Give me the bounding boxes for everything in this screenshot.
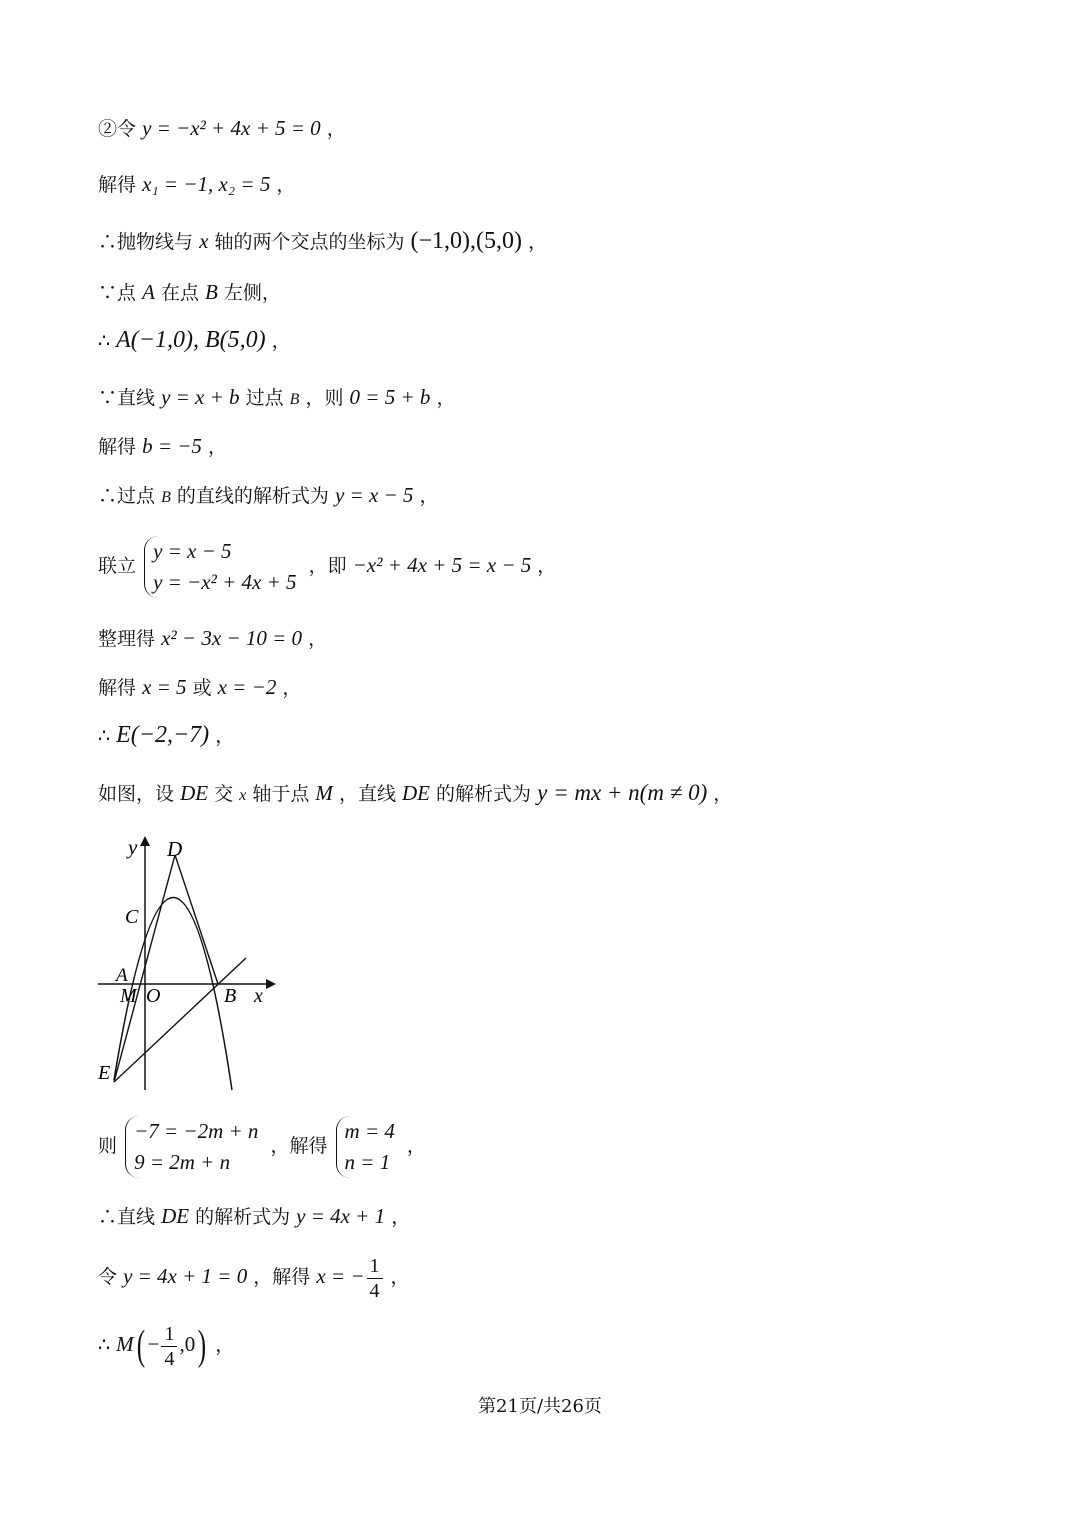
text: 令 xyxy=(98,1266,118,1288)
text: 的直线的解析式为 xyxy=(176,485,329,507)
equation: x = − xyxy=(316,1264,365,1288)
line-8 xyxy=(98,481,439,512)
point-label: B xyxy=(161,489,171,506)
label-A: A xyxy=(116,965,128,986)
equation: y = 4x + 1 = 0 xyxy=(123,1264,248,1288)
text: ∴直线 xyxy=(98,1206,156,1228)
denominator: 4 xyxy=(164,1347,175,1370)
text: ②令 xyxy=(98,118,137,140)
text: 解得 xyxy=(98,677,137,699)
line-12 xyxy=(98,721,234,750)
punct: ， xyxy=(537,555,557,577)
segment-label: DE xyxy=(161,1204,190,1228)
text: ，解得 xyxy=(270,1135,328,1157)
punct: ， xyxy=(406,1135,426,1157)
label-B: B xyxy=(224,985,237,1007)
punct: ， xyxy=(713,783,733,805)
punct: ， xyxy=(390,1266,410,1288)
text: 在点 xyxy=(160,282,199,304)
paren-left: ( xyxy=(136,1323,145,1369)
label-O: O xyxy=(146,985,161,1007)
label-C: C xyxy=(125,906,139,928)
line-14 xyxy=(98,1115,426,1178)
point-label: B xyxy=(205,280,218,304)
numerator: 1 xyxy=(161,1322,177,1347)
punct: ， xyxy=(282,677,302,699)
equation: y = x − 5 xyxy=(334,483,414,507)
text: ∴ xyxy=(98,725,111,747)
text: ∴抛物线与 xyxy=(98,231,194,253)
line-6 xyxy=(98,383,455,414)
line-11 xyxy=(98,673,301,702)
text: ，即 xyxy=(308,555,347,577)
system-row: m = 4 xyxy=(344,1119,395,1143)
punct: ， xyxy=(419,485,439,507)
equation: A(−1,0), B(5,0) xyxy=(116,327,266,353)
text: 解得 xyxy=(98,174,137,196)
text: ∴ xyxy=(98,1334,111,1356)
equation: x² − 3x − 10 = 0 xyxy=(161,626,303,650)
text: 轴于点 xyxy=(252,783,310,805)
system-row: y = x − 5 xyxy=(153,539,232,563)
y-axis-arrow xyxy=(140,836,150,846)
text: 则 xyxy=(98,1135,118,1157)
equation: y = mx + n(m ≠ 0) xyxy=(537,780,708,805)
label-M: M xyxy=(120,985,137,1007)
line-17 xyxy=(98,1316,234,1373)
equation: y = 4x + 1 xyxy=(296,1204,386,1228)
equation: (−1,0),(5,0) xyxy=(410,228,523,254)
punct: ， xyxy=(391,1206,411,1228)
equation: 0 = 5 + b xyxy=(349,385,431,409)
punct: ， xyxy=(276,174,296,196)
point-label: A xyxy=(142,280,155,304)
text: ，则 xyxy=(305,387,344,409)
label-E: E xyxy=(98,1062,111,1084)
text: 联立 xyxy=(98,555,137,577)
system-row: y = −x² + 4x + 5 xyxy=(153,570,297,594)
punct: ， xyxy=(528,231,548,253)
coordinate-tail: ,0 xyxy=(179,1332,196,1356)
text: 交 xyxy=(214,783,234,805)
label-y: y xyxy=(128,835,138,859)
system-row: −7 = −2m + n xyxy=(134,1119,259,1143)
text: ∴过点 xyxy=(98,485,156,507)
punct: ， xyxy=(436,387,456,409)
point-label: M xyxy=(315,781,333,805)
system-row: 9 = 2m + n xyxy=(134,1150,231,1174)
text: 的解析式为 xyxy=(195,1206,291,1228)
text: 过点 xyxy=(245,387,284,409)
line-15 xyxy=(98,1202,410,1231)
equation-system xyxy=(144,536,296,598)
text: 解得 xyxy=(98,436,137,458)
line-13 xyxy=(98,779,732,810)
equation: y = x + b xyxy=(161,385,240,409)
text: 的解析式为 xyxy=(436,783,532,805)
x-axis-arrow xyxy=(266,979,276,989)
equation: x = −2 xyxy=(217,675,277,699)
text: 轴的两个交点的坐标为 xyxy=(214,231,405,253)
equation: −x² + 4x + 5 = x − 5 xyxy=(352,553,532,577)
equation: y = −x² + 4x + 5 = 0 xyxy=(142,116,321,140)
text: 或 xyxy=(192,677,212,699)
line-DB xyxy=(175,855,218,984)
punct: ， xyxy=(207,436,227,458)
minus-sign: − xyxy=(147,1332,160,1356)
equation-system-solution xyxy=(336,1116,395,1178)
equation: x₁ = −1, x₂ = 5 xyxy=(142,172,271,196)
line-9 xyxy=(98,534,556,598)
line-10 xyxy=(98,624,327,653)
paren-right: ) xyxy=(198,1323,207,1369)
fraction xyxy=(161,1322,177,1371)
line-3 xyxy=(98,227,547,256)
punct: ， xyxy=(215,725,235,747)
text: ∴ xyxy=(98,330,111,352)
text: ∵直线 xyxy=(98,387,156,409)
segment-label: DE xyxy=(180,781,209,805)
point-label: B xyxy=(289,391,300,408)
page-footer: 第21页/共26页 xyxy=(478,1396,602,1417)
label-x: x xyxy=(254,985,263,1007)
parabola-figure xyxy=(90,830,280,1095)
equation: E(−2,−7) xyxy=(116,722,210,748)
text: 如图，设 xyxy=(98,783,175,805)
text: ∵点 xyxy=(98,282,137,304)
label-D: D xyxy=(167,837,183,861)
segment-label: DE xyxy=(402,781,430,805)
line-2 xyxy=(98,170,295,199)
line-7 xyxy=(98,432,227,461)
variable: x xyxy=(239,787,247,804)
text: ，解得 xyxy=(253,1266,311,1288)
line-4 xyxy=(98,278,281,307)
punct: ， xyxy=(308,628,328,650)
line-16 xyxy=(98,1248,410,1305)
point-label: M xyxy=(116,1332,134,1356)
punct: ， xyxy=(215,1334,235,1356)
text: ，直线 xyxy=(338,783,396,805)
equation: b = −5 xyxy=(142,434,202,458)
equation-system xyxy=(125,1116,258,1178)
punct: ， xyxy=(271,330,291,352)
equation: x = 5 xyxy=(142,675,187,699)
fraction xyxy=(367,1254,383,1303)
punct: ， xyxy=(326,118,346,140)
line-1 xyxy=(98,114,346,143)
text: 左侧， xyxy=(223,282,281,304)
system-row: n = 1 xyxy=(344,1150,391,1174)
numerator: 1 xyxy=(367,1254,383,1279)
line-5 xyxy=(98,326,291,355)
variable: x xyxy=(199,229,209,253)
denominator: 4 xyxy=(369,1279,380,1302)
text: 整理得 xyxy=(98,628,156,650)
